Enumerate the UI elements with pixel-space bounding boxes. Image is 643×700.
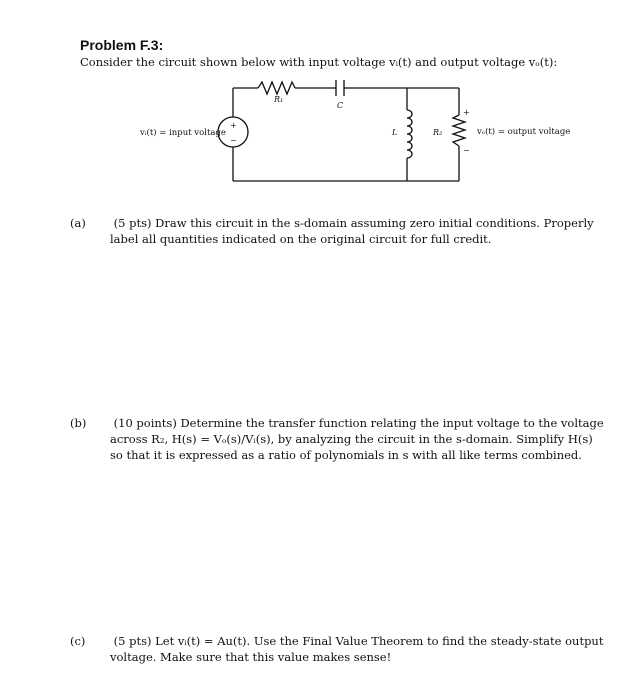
- part-b-label: (b): [70, 416, 87, 430]
- part-c-text: (5 pts) Let vᵢ(t) = Au(t). Use the Final Value Theorem to find the steady-state output voltage. Make sure that this value makes sense!: [110, 634, 604, 664]
- resistor-r1: [258, 82, 295, 94]
- resistor-r2: [453, 115, 465, 146]
- capacitor-c: [336, 80, 344, 96]
- part-c: [70, 633, 608, 665]
- source-plus: +: [230, 121, 237, 130]
- output-minus: −: [463, 146, 470, 155]
- label-c: C: [337, 101, 344, 110]
- part-a-text: (5 pts) Draw this circuit in the s-domain assuming zero initial conditions. Properly label all quantities indicated on the original circuit for full credit.: [110, 216, 594, 246]
- part-a-label: (a): [70, 216, 86, 230]
- problem-title: Problem F.3:: [80, 37, 164, 53]
- part-a: [70, 215, 608, 247]
- source-label: vᵢ(t) = input voltage: [140, 128, 226, 138]
- problem-intro: Consider the circuit shown below with input voltage vᵢ(t) and output voltage vₒ(t):: [80, 55, 558, 69]
- label-l: L: [392, 128, 398, 137]
- output-label: vₒ(t) = output voltage: [477, 127, 571, 137]
- part-b: [70, 415, 608, 463]
- inductor-l: [407, 110, 412, 158]
- part-b-text: (10 points) Determine the transfer function relating the input voltage to the voltage across R₂, H(s) = Vₒ(s)/Vᵢ(s), by analyzing the circuit in the s-domain. Simplify H(s) so that it is expressed as a ratio of polynomials in s with all like terms combined.: [110, 416, 604, 462]
- part-c-label: (c): [70, 634, 86, 648]
- label-r2: R₂: [433, 128, 443, 137]
- label-r1: R₁: [274, 95, 284, 104]
- source-minus: −: [230, 136, 237, 145]
- output-plus: +: [463, 108, 470, 117]
